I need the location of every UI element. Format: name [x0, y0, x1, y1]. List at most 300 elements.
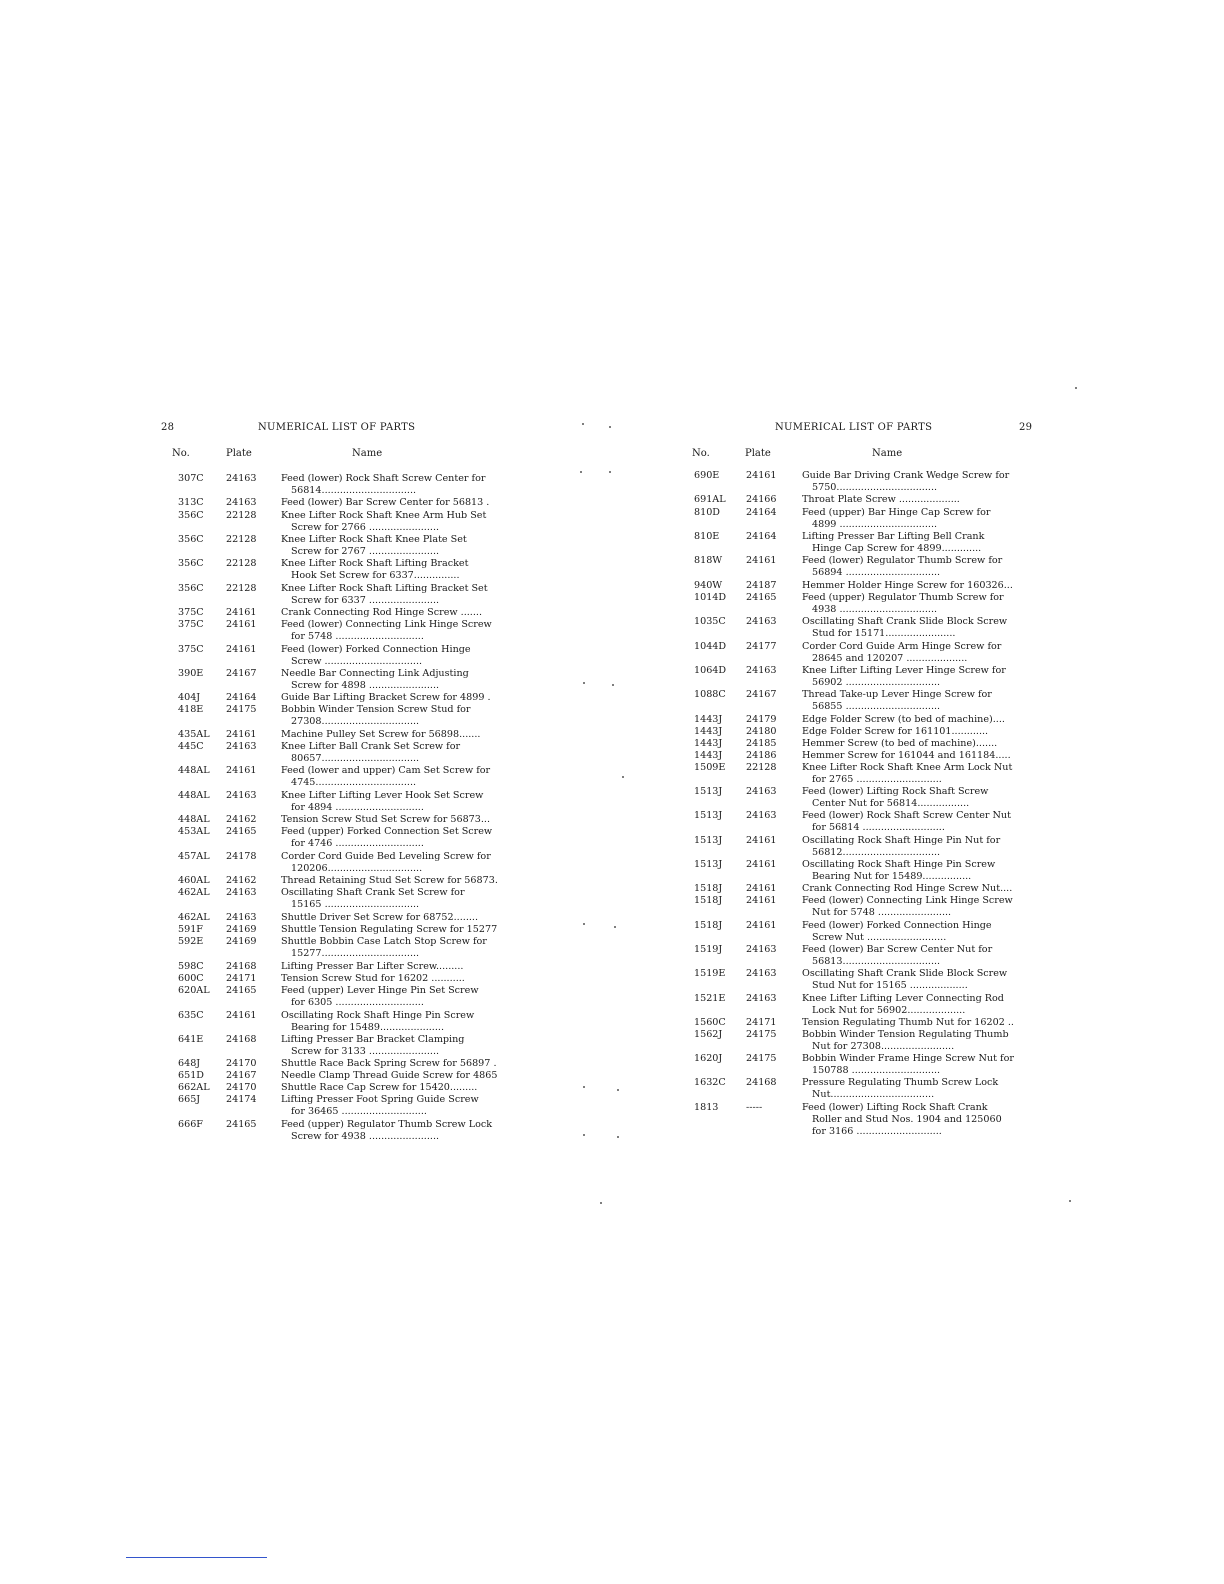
- part-name-line: Feed (upper) Bar Hinge Cap Screw for: [802, 507, 991, 518]
- part-number: 940W: [694, 580, 723, 591]
- part-name-continuation: Bearing Nut for 15489................: [812, 871, 972, 882]
- plate-number: 24165: [226, 985, 257, 996]
- part-name: [802, 641, 1001, 665]
- part-name-continuation: for 36465 ............................: [291, 1106, 427, 1117]
- part-name-continuation: 150788 .............................: [812, 1065, 941, 1076]
- bottom-rule: [126, 1557, 267, 1558]
- scan-speck: [600, 1202, 602, 1204]
- plate-number: 24163: [746, 665, 777, 676]
- scan-speck: [612, 684, 614, 686]
- part-name: [802, 592, 1004, 616]
- part-name-line: Pressure Regulating Thumb Screw Lock: [802, 1077, 999, 1088]
- part-number: 1513J: [694, 810, 723, 821]
- plate-number: 24161: [226, 607, 257, 618]
- part-name-line: Feed (lower) Rock Shaft Screw Center Nut: [802, 810, 1011, 821]
- part-name: [802, 555, 1002, 579]
- part-name-continuation: 4899 ................................: [812, 519, 938, 530]
- plate-number: 24161: [746, 835, 777, 846]
- plate-number: 24163: [226, 497, 257, 508]
- part-name: [802, 810, 1011, 834]
- part-name-line: Knee Lifter Lifting Lever Hook Set Screw: [281, 790, 484, 801]
- part-name-line: Knee Lifter Rock Shaft Knee Arm Hub Set: [281, 510, 487, 521]
- part-name: [281, 534, 467, 558]
- part-name: [802, 714, 1005, 726]
- part-name-continuation: 56814...............................: [291, 485, 417, 496]
- part-number: 1562J: [694, 1029, 723, 1040]
- right-col-no-header: No.: [692, 448, 710, 459]
- part-name-continuation: 4745.................................: [291, 777, 417, 788]
- plate-number: 24163: [746, 810, 777, 821]
- plate-number: 24169: [226, 924, 257, 935]
- part-number: 651D: [178, 1070, 205, 1081]
- part-name-line: Shuttle Tension Regulating Screw for 15277: [281, 924, 498, 935]
- part-name: [802, 762, 1012, 786]
- part-number: 662AL: [178, 1082, 210, 1093]
- part-number: 1443J: [694, 738, 723, 749]
- plate-number: 24167: [746, 689, 777, 700]
- left-col-name-header: Name: [352, 448, 383, 459]
- plate-number: 24174: [226, 1094, 257, 1105]
- part-name: [281, 973, 465, 985]
- part-name: [802, 835, 1000, 859]
- part-number: 375C: [178, 619, 204, 630]
- part-name-continuation: Screw for 2767 .......................: [291, 546, 440, 557]
- plate-number: 24164: [746, 531, 777, 542]
- plate-number: 24165: [226, 826, 257, 837]
- part-name-line: Feed (lower) Lifting Rock Shaft Crank: [802, 1102, 988, 1113]
- part-number: 1813: [694, 1102, 719, 1113]
- part-name-line: Feed (lower) Rock Shaft Screw Center for: [281, 473, 486, 484]
- scan-speck: [614, 926, 616, 928]
- part-number: 600C: [178, 973, 204, 984]
- part-name: [802, 1053, 1014, 1077]
- plate-number: 24163: [746, 786, 777, 797]
- part-name-continuation: 120206...............................: [291, 863, 423, 874]
- part-name-line: Feed (upper) Regulator Thumb Screw for: [802, 592, 1004, 603]
- part-name-line: Knee Lifter Rock Shaft Lifting Bracket Set: [281, 583, 488, 594]
- plate-number: 24168: [226, 961, 257, 972]
- plate-number: 22128: [226, 558, 257, 569]
- part-name-continuation: for 6305 .............................: [291, 997, 424, 1008]
- part-name-continuation: Roller and Stud Nos. 1904 and 125060: [812, 1114, 1002, 1125]
- part-number: 592E: [178, 936, 204, 947]
- part-number: 1521E: [694, 993, 726, 1004]
- part-name: [281, 1119, 492, 1143]
- part-number: 1632C: [694, 1077, 726, 1088]
- part-name-line: Knee Lifter Rock Shaft Knee Arm Lock Nut: [802, 762, 1013, 773]
- part-name-line: Feed (upper) Regulator Thumb Screw Lock: [281, 1119, 493, 1130]
- part-name: [281, 887, 465, 911]
- part-name-continuation: 56813................................: [812, 956, 941, 967]
- part-name: [802, 494, 960, 506]
- part-name: [281, 765, 490, 789]
- part-name-line: Oscillating Shaft Crank Slide Block Screw: [802, 616, 1008, 627]
- part-name-continuation: for 4746 .............................: [291, 838, 424, 849]
- part-name-line: Oscillating Rock Shaft Hinge Pin Nut for: [802, 835, 1001, 846]
- part-number: 313C: [178, 497, 204, 508]
- part-number: 1518J: [694, 895, 723, 906]
- part-name: [281, 1010, 474, 1034]
- part-name-line: Knee Lifter Rock Shaft Knee Plate Set: [281, 534, 467, 545]
- part-number: 641E: [178, 1034, 204, 1045]
- plate-number: 24161: [746, 470, 777, 481]
- plate-number: 24178: [226, 851, 257, 862]
- right-page-number: 29: [1019, 422, 1033, 433]
- part-name: [802, 968, 1007, 992]
- plate-number: 24180: [746, 726, 777, 737]
- part-name: [281, 826, 492, 850]
- part-name: [281, 875, 498, 887]
- part-name-continuation: 56894 ...............................: [812, 567, 941, 578]
- left-page-number: 28: [161, 422, 175, 433]
- part-number: 810E: [694, 531, 720, 542]
- plate-number: 24161: [226, 765, 257, 776]
- part-name: [281, 497, 489, 509]
- part-name: [802, 580, 1013, 592]
- part-name: [281, 1070, 497, 1082]
- part-name: [802, 616, 1007, 640]
- part-number: 810D: [694, 507, 721, 518]
- part-name-continuation: 5750.................................: [812, 482, 938, 493]
- part-name: [281, 741, 460, 765]
- plate-number: 24161: [226, 729, 257, 740]
- part-name-line: Knee Lifter Rock Shaft Lifting Bracket: [281, 558, 469, 569]
- part-name-line: Throat Plate Screw ....................: [802, 494, 960, 505]
- part-name-continuation: Stud Nut for 15165 ...................: [812, 980, 968, 991]
- part-number: 648J: [178, 1058, 201, 1069]
- part-name-line: Thread Retaining Stud Set Screw for 56873.: [281, 875, 498, 886]
- part-name-line: Oscillating Rock Shaft Hinge Pin Screw: [281, 1010, 475, 1021]
- part-name-continuation: Screw ................................: [291, 656, 423, 667]
- plate-number: 24175: [226, 704, 257, 715]
- part-name-line: Tension Screw Stud for 16202 ...........: [281, 973, 465, 984]
- part-name: [802, 1029, 1009, 1053]
- plate-number: 24164: [226, 692, 257, 703]
- part-name: [802, 507, 990, 531]
- part-name-line: Knee Lifter Ball Crank Set Screw for: [281, 741, 461, 752]
- part-name-line: Tension Regulating Thumb Nut for 16202 ..: [802, 1017, 1014, 1028]
- scan-speck: [617, 1089, 619, 1091]
- part-name: [281, 924, 497, 936]
- part-name-line: Shuttle Bobbin Case Latch Stop Screw for: [281, 936, 487, 947]
- part-number: 390E: [178, 668, 204, 679]
- part-name: [281, 1034, 464, 1058]
- part-name-line: Crank Connecting Rod Hinge Screw .......: [281, 607, 482, 618]
- part-number: 1044D: [694, 641, 727, 652]
- part-number: 1443J: [694, 714, 723, 725]
- plate-number: 24163: [226, 790, 257, 801]
- part-name: [802, 920, 992, 944]
- part-name-continuation: Hook Set Screw for 6337...............: [291, 570, 460, 581]
- part-name: [802, 883, 1012, 895]
- part-name-continuation: Stud for 15171.......................: [812, 628, 956, 639]
- part-name-line: Feed (lower) Bar Screw Center Nut for: [802, 944, 993, 955]
- part-name-continuation: 56812................................: [812, 847, 941, 858]
- part-name: [802, 786, 988, 810]
- part-name-continuation: Screw Nut ..........................: [812, 932, 947, 943]
- part-name: [281, 790, 483, 814]
- part-name-line: Shuttle Race Back Spring Screw for 56897 .: [281, 1058, 497, 1069]
- plate-number: 24161: [226, 619, 257, 630]
- part-number: 356C: [178, 558, 204, 569]
- part-number: 356C: [178, 534, 204, 545]
- part-number: 448AL: [178, 790, 210, 801]
- scan-speck: [1075, 387, 1077, 389]
- part-name-line: Feed (lower) Regulator Thumb Screw for: [802, 555, 1003, 566]
- part-number: 375C: [178, 607, 204, 618]
- left-col-no-header: No.: [172, 448, 190, 459]
- part-name-line: Edge Folder Screw for 161101............: [802, 726, 989, 737]
- part-name-line: Feed (lower) Forked Connection Hinge: [802, 920, 992, 931]
- part-name-line: Oscillating Shaft Crank Slide Block Screw: [802, 968, 1008, 979]
- plate-number: 24170: [226, 1082, 257, 1093]
- part-name: [281, 558, 468, 582]
- part-name: [281, 607, 482, 619]
- plate-number: 24186: [746, 750, 777, 761]
- part-number: 1064D: [694, 665, 727, 676]
- part-name-line: Shuttle Race Cap Screw for 15420.........: [281, 1082, 478, 1093]
- part-name-line: Hemmer Screw for 161044 and 161184.....: [802, 750, 1011, 761]
- part-name-continuation: Nut for 5748 ........................: [812, 907, 952, 918]
- part-name: [802, 944, 992, 968]
- part-name: [802, 895, 1013, 919]
- plate-number: 24163: [746, 968, 777, 979]
- plate-number: 24161: [746, 555, 777, 566]
- part-number: 457AL: [178, 851, 210, 862]
- part-number: 448AL: [178, 765, 210, 776]
- part-name-line: Corder Cord Guide Arm Hinge Screw for: [802, 641, 1002, 652]
- part-name-continuation: Bearing for 15489.....................: [291, 1022, 444, 1033]
- part-number: 620AL: [178, 985, 210, 996]
- part-name: [802, 1102, 1002, 1138]
- part-number: 1035C: [694, 616, 726, 627]
- scan-speck: [617, 1136, 619, 1138]
- plate-number: 22128: [226, 534, 257, 545]
- part-name-line: Oscillating Shaft Crank Set Screw for: [281, 887, 465, 898]
- part-name: [281, 668, 469, 692]
- part-name-continuation: Center Nut for 56814.................: [812, 798, 970, 809]
- part-number: 356C: [178, 510, 204, 521]
- scan-speck: [583, 1134, 585, 1136]
- part-number: 690E: [694, 470, 720, 481]
- part-name-continuation: Screw for 2766 .......................: [291, 522, 440, 533]
- plate-number: 24169: [226, 936, 257, 947]
- part-number: 598C: [178, 961, 204, 972]
- part-number: 307C: [178, 473, 204, 484]
- plate-number: 24163: [226, 912, 257, 923]
- part-name-line: Crank Connecting Rod Hinge Screw Nut....: [802, 883, 1013, 894]
- part-name-continuation: 56855 ...............................: [812, 701, 941, 712]
- part-name: [281, 985, 479, 1009]
- part-name-continuation: 15165 ...............................: [291, 899, 420, 910]
- part-name-line: Feed (lower and upper) Cam Set Screw for: [281, 765, 491, 776]
- plate-number: 24163: [226, 887, 257, 898]
- part-name-continuation: Screw for 4898 .......................: [291, 680, 440, 691]
- part-name-line: Lifting Presser Bar Lifting Bell Crank: [802, 531, 985, 542]
- scan-speck: [582, 423, 584, 425]
- plate-number: 24187: [746, 580, 777, 591]
- plate-number: 24163: [226, 741, 257, 752]
- part-name: [802, 750, 1011, 762]
- part-name: [802, 859, 995, 883]
- plate-number: 24168: [226, 1034, 257, 1045]
- plate-number: -----: [746, 1102, 763, 1113]
- part-number: 691AL: [694, 494, 726, 505]
- plate-number: 24165: [226, 1119, 257, 1130]
- part-name-line: Edge Folder Screw (to bed of machine)....: [802, 714, 1005, 725]
- plate-number: 24166: [746, 494, 777, 505]
- part-number: 666F: [178, 1119, 203, 1130]
- part-name-continuation: Screw for 6337 .......................: [291, 595, 440, 606]
- part-name: [802, 738, 997, 750]
- part-number: 1513J: [694, 859, 723, 870]
- plate-number: 24161: [226, 1010, 257, 1021]
- part-name-continuation: for 2765 ............................: [812, 774, 942, 785]
- plate-number: 24161: [746, 883, 777, 894]
- plate-number: 24171: [226, 973, 257, 984]
- part-name-continuation: for 3166 ............................: [812, 1126, 942, 1137]
- part-name: [281, 729, 480, 741]
- plate-number: 22128: [226, 583, 257, 594]
- scan-speck: [583, 1086, 585, 1088]
- part-name: [281, 619, 492, 643]
- part-number: 1509E: [694, 762, 726, 773]
- part-name-continuation: 15277................................: [291, 948, 420, 959]
- scan-speck: [583, 923, 585, 925]
- part-name: [281, 1094, 479, 1118]
- part-number: 1513J: [694, 835, 723, 846]
- part-name-line: Feed (lower) Bar Screw Center for 56813 .: [281, 497, 490, 508]
- part-name: [802, 726, 988, 738]
- part-name: [281, 1058, 497, 1070]
- left-col-plate-header: Plate: [226, 448, 252, 459]
- plate-number: 24163: [746, 993, 777, 1004]
- part-number: 1518J: [694, 883, 723, 894]
- part-name-continuation: 27308................................: [291, 716, 420, 727]
- part-name: [281, 510, 486, 534]
- right-col-name-header: Name: [872, 448, 903, 459]
- plate-number: 24179: [746, 714, 777, 725]
- part-name: [802, 689, 992, 713]
- part-name-line: Shuttle Driver Set Screw for 68752........: [281, 912, 479, 923]
- part-number: 356C: [178, 583, 204, 594]
- part-number: 1560C: [694, 1017, 726, 1028]
- part-number: 1443J: [694, 726, 723, 737]
- part-name-line: Hemmer Holder Hinge Screw for 160326...: [802, 580, 1013, 591]
- left-page-title: NUMERICAL LIST OF PARTS: [258, 422, 416, 433]
- plate-number: 24161: [746, 895, 777, 906]
- part-name: [281, 814, 490, 826]
- part-name-continuation: Hinge Cap Screw for 4899.............: [812, 543, 982, 554]
- part-number: 1513J: [694, 786, 723, 797]
- plate-number: 24161: [746, 920, 777, 931]
- part-name-line: Lifting Presser Foot Spring Guide Screw: [281, 1094, 479, 1105]
- plate-number: 24161: [226, 644, 257, 655]
- plate-number: 24162: [226, 814, 257, 825]
- part-name-line: Guide Bar Lifting Bracket Screw for 4899 .: [281, 692, 491, 703]
- part-name-line: Bobbin Winder Tension Regulating Thumb: [802, 1029, 1009, 1040]
- part-name: [281, 961, 463, 973]
- plate-number: 24170: [226, 1058, 257, 1069]
- plate-number: 24163: [746, 944, 777, 955]
- scan-speck: [622, 776, 624, 778]
- part-name-line: Knee Lifter Lifting Lever Connecting Rod: [802, 993, 1004, 1004]
- part-name-continuation: Screw for 3133 .......................: [291, 1046, 440, 1057]
- plate-number: 22128: [746, 762, 777, 773]
- part-number: 1519E: [694, 968, 726, 979]
- part-name-continuation: for 4894 .............................: [291, 802, 424, 813]
- part-name: [281, 704, 471, 728]
- plate-number: 24163: [226, 473, 257, 484]
- scan-speck: [609, 471, 611, 473]
- part-number: 445C: [178, 741, 204, 752]
- part-number: 1519J: [694, 944, 723, 955]
- right-col-plate-header: Plate: [745, 448, 771, 459]
- part-number: 635C: [178, 1010, 204, 1021]
- part-name-line: Feed (lower) Lifting Rock Shaft Screw: [802, 786, 989, 797]
- part-name-line: Oscillating Rock Shaft Hinge Pin Screw: [802, 859, 996, 870]
- part-name: [281, 936, 487, 960]
- part-name-continuation: for 56814 ...........................: [812, 822, 945, 833]
- part-name-continuation: 56902 ...............................: [812, 677, 941, 688]
- part-name-line: Knee Lifter Lifting Lever Hinge Screw for: [802, 665, 1006, 676]
- part-name-line: Lifting Presser Bar Lifter Screw.........: [281, 961, 464, 972]
- part-name: [802, 665, 1006, 689]
- part-name-continuation: Lock Nut for 56902...................: [812, 1005, 966, 1016]
- scan-speck: [583, 682, 585, 684]
- part-name: [281, 473, 485, 497]
- part-number: 453AL: [178, 826, 210, 837]
- plate-number: 22128: [226, 510, 257, 521]
- part-name-line: Corder Cord Guide Bed Leveling Screw for: [281, 851, 491, 862]
- part-name-continuation: 4938 ................................: [812, 604, 938, 615]
- part-name: [802, 1017, 1014, 1029]
- plate-number: 24161: [746, 859, 777, 870]
- part-name-continuation: Screw for 4938 .......................: [291, 1131, 440, 1142]
- plate-number: 24168: [746, 1077, 777, 1088]
- part-number: 462AL: [178, 912, 210, 923]
- part-name-line: Feed (lower) Forked Connection Hinge: [281, 644, 471, 655]
- part-number: 418E: [178, 704, 204, 715]
- part-number: 1443J: [694, 750, 723, 761]
- plate-number: 24167: [226, 1070, 257, 1081]
- plate-number: 24162: [226, 875, 257, 886]
- part-name-line: Guide Bar Driving Crank Wedge Screw for: [802, 470, 1010, 481]
- right-page-title: NUMERICAL LIST OF PARTS: [775, 422, 933, 433]
- plate-number: 24163: [746, 616, 777, 627]
- part-name-continuation: 80657................................: [291, 753, 420, 764]
- part-name: [281, 692, 491, 704]
- part-number: 375C: [178, 644, 204, 655]
- part-name-continuation: for 5748 .............................: [291, 631, 424, 642]
- plate-number: 24175: [746, 1029, 777, 1040]
- part-name-line: Hemmer Screw (to bed of machine).......: [802, 738, 998, 749]
- part-name-line: Lifting Presser Bar Bracket Clamping: [281, 1034, 465, 1045]
- scan-speck: [580, 471, 582, 473]
- part-name-line: Needle Bar Connecting Link Adjusting: [281, 668, 469, 679]
- part-name-line: Thread Take-up Lever Hinge Screw for: [802, 689, 992, 700]
- part-name-line: Tension Screw Stud Set Screw for 56873...: [281, 814, 491, 825]
- part-name: [281, 851, 491, 875]
- part-name: [281, 912, 478, 924]
- part-name: [802, 531, 984, 555]
- part-number: 591F: [178, 924, 203, 935]
- part-name-line: Machine Pulley Set Screw for 56898.......: [281, 729, 481, 740]
- part-number: 1088C: [694, 689, 726, 700]
- part-name: [802, 993, 1004, 1017]
- part-number: 1014D: [694, 592, 727, 603]
- part-name-continuation: Nut..................................: [812, 1089, 935, 1100]
